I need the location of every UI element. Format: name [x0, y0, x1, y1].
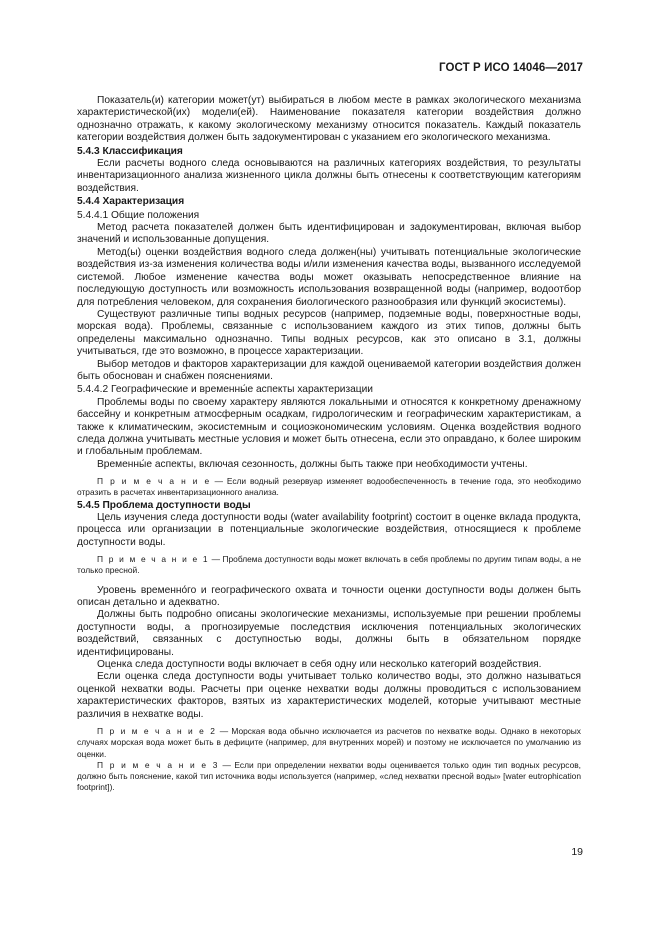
note-text: — Если при определении нехватки воды оценивается только один тип водных ресурсов, должно быть пояснение, какой тип источника воды используется (например, «след нехватки пресной воды» [water eutrophication footprint]).	[77, 759, 581, 793]
note-label: П р и м е ч а н и е	[97, 476, 211, 487]
body-paragraph: Оценка следа доступности воды включает в себя одну или несколько категорий воздействия.	[97, 659, 542, 671]
note-text: — Проблема доступности воды может включать в себя проблемы по другим типам воды, а не только пресной.	[77, 554, 581, 576]
body-paragraph: Выбор методов и факторов характеризации для каждой оцениваемой категории воздействия должен быть обоснован и снабжен пояснениями.	[77, 358, 581, 382]
body-paragraph: Показатель(и) категории может(ут) выбираться в любом месте в рамках экологического механизма характеристической(их) модели(ей). Наименование показателя категории воздействия должно однозначно отражать, к какому экологическому механизму относится показатель. Каждый показатель категории воздействия должен быть задокументирован с указанием его экологического механизма.	[77, 95, 581, 144]
body-paragraph: Цель изучения следа доступности воды (water availability footprint) состоит в оценке вклада продукта, процесса или организации в потенциальные экологические воздействия, относящиеся к проблеме доступности воды.	[77, 512, 581, 548]
note-paragraph	[77, 760, 581, 794]
note-label: П р и м е ч а н и е 1	[97, 554, 210, 565]
body-paragraph: Проблемы воды по своему характеру являются локальными и относятся к конкретному дренажному бассейну и конкретным атмосферным осадкам, гидрологическим и географическим характеристикам, а также к климатическим, экосистемным и социоэкономическим условиям. Оценка воздействия водного следа должна учитывать местные условия и может быть отнесена, если это оправдано, к более широким и глобальным проблемам.	[77, 396, 581, 458]
note-text: — Если водный резервуар изменяет водообеспеченность в течение года, это необходимо отразить в расчетах инвентаризационного анализа.	[77, 476, 581, 498]
standard-header: ГОСТ Р ИСО 14046—2017	[438, 62, 583, 74]
note-paragraph	[77, 554, 581, 576]
note-paragraph	[77, 476, 581, 498]
body-paragraph: Должны быть подробно описаны экологические механизмы, используемые при решении проблемы доступности воды, а прогнозируемые последствия исключения потенциальных экологических воздействий, связанных с доступностью воды, должны быть в обязательном порядке идентифицированы.	[77, 609, 581, 658]
body-paragraph: Существуют различные типы водных ресурсов (например, подземные воды, поверхностные воды, морская вода). Проблемы, связанные с использованием каждого из этих типов, должны быть определены максимально однозначно. Типы водных ресурсов, как это описано в 3.1, должны учитываться, где это возможно, в процессе характеризации.	[77, 308, 581, 358]
section-heading: 5.4.5 Проблема доступности воды	[77, 499, 251, 511]
body-paragraph: Уровень временно́го и географического охвата и точности оценки доступности воды должен быть описан детально и адекватно.	[77, 584, 581, 609]
body-paragraph: Метод расчета показателей должен быть идентифицирован и задокументирован, включая выбор значений и использованные допущения.	[77, 222, 581, 246]
body-paragraph: Метод(ы) оценки воздействия водного следа должен(ны) учитывать потенциальные экологические воздействия из-за изменения количества воды и/или изменения качества воды, вызванного исследуемой системой. Любое изменение качества воды может оказывать непосредственное влияние на последующую доступность или возможность использования возвращенной воды (например, водоотбор для потребления человеком, для сохранения биологического разнообразия или функций экосистемы).	[77, 246, 581, 308]
page-number: 19	[571, 846, 583, 858]
body-paragraph: Если оценка следа доступности воды учитывает только количество воды, это должно называться оценкой нехватки воды. Расчеты при оценке нехватки воды должны проводиться с использованием характеристических факторов, взятых из характеристических моделей, которые учитывают местные различия в нехватке воды.	[77, 671, 581, 720]
note-label: П р и м е ч а н и е 3	[97, 759, 220, 770]
section-heading: 5.4.4 Характеризация	[77, 196, 185, 208]
note-label: П р и м е ч а н и е 2	[97, 726, 217, 737]
body-paragraph: Временны́е аспекты, включая сезонность, должны быть также при необходимости учтены.	[97, 458, 528, 470]
spacer	[77, 577, 581, 585]
section-heading: 5.4.3 Классификация	[77, 145, 183, 157]
body-paragraph: Если расчеты водного следа основываются на различных категориях воздействия, то результаты инвентаризационного анализа жизненного цикла должны быть отнесены к соответствующим категориям воздействия.	[77, 158, 581, 194]
note-text: — Морская вода обычно исключается из расчетов по нехватке воды. Однако в некоторых случаях морская вода может быть в дефиците (например, для внутренних морей) и поэтому не исключается по умолчанию из оценки.	[77, 726, 581, 759]
document-body	[77, 95, 581, 793]
note-paragraph	[77, 726, 581, 760]
subsection-heading: 5.4.4.2 Географические и временны́е аспекты характеризации	[77, 384, 373, 396]
subsection-heading: 5.4.4.1 Общие положения	[77, 209, 200, 221]
